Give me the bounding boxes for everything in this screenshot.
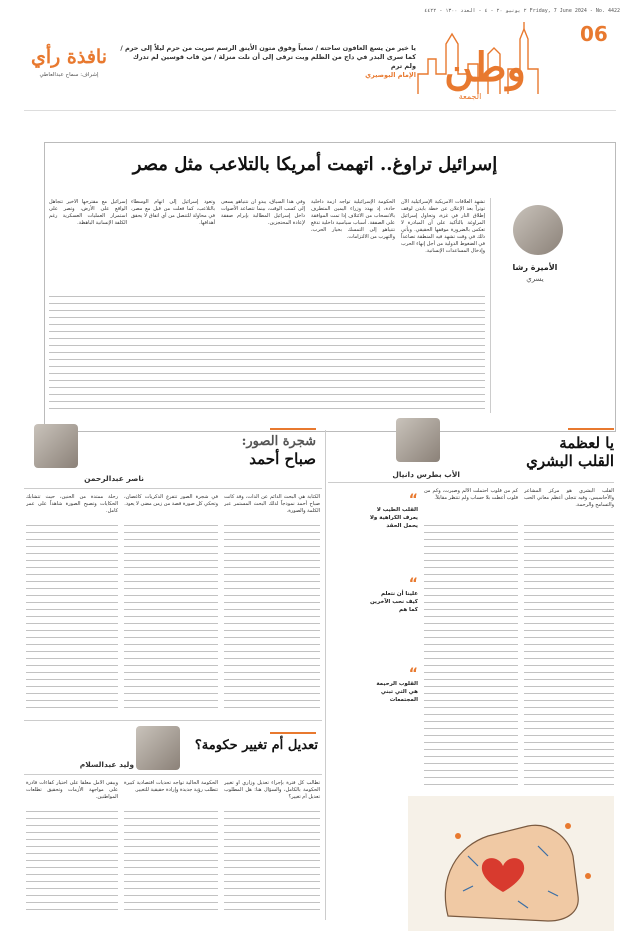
right-author: الأب بطرس دانيال bbox=[392, 470, 460, 479]
left-col-a-text: الكتابة هي البحث الدائم عن الذات، وقد كانت صباح أحمد نموذجاً لذلك البحث المستمر عبر الكلمة والصورة. bbox=[224, 494, 320, 514]
top-article-headline: إسرائيل تراوغ.. اتهمت أمريكا بالتلاعب مثل مصر bbox=[132, 154, 498, 175]
top-col-3-text: وفي هذا السياق، يبدو أن نتنياهو يسعى إلى كسب الوقت، بينما تتصاعد الأصوات داخل إسرائيل المطالبة بإبرام صفقة لإعادة المحتجزين. bbox=[221, 199, 305, 226]
masthead-sub: الجمعة bbox=[458, 92, 482, 101]
author-photo bbox=[513, 205, 563, 255]
top-col-4-text: وتعود إسرائيل إلى اتهام الوسطاء بالتلاعب، كما فعلت من قبل مع مصر، في محاولة للتنصل من أي اتفاق لا يحقق أهدافها. bbox=[131, 199, 215, 226]
right-headline-bar bbox=[568, 428, 614, 430]
left-author-rule bbox=[24, 488, 322, 489]
header bbox=[0, 0, 640, 122]
right-quote-2 bbox=[368, 578, 418, 614]
masthead-logo: وطن bbox=[444, 44, 526, 91]
writer-photo bbox=[34, 424, 78, 468]
left-col-b-text: في شجرة الصور تتفرع الذكريات كأغصان، وتحكي كل صورة قصة من زمن مضى لا يعود. bbox=[124, 494, 218, 507]
bottom-headline-bar bbox=[270, 732, 316, 734]
quote-mark-icon: “ bbox=[408, 492, 418, 508]
top-text-lines bbox=[49, 293, 485, 409]
right-quote-1-text: القلب الطيب لا يعرف الكراهية ولا يحمل الحقد bbox=[369, 507, 418, 529]
right-headline-2: القلب البشري bbox=[526, 452, 614, 470]
quote-author: الإمام البوصيري bbox=[365, 71, 416, 79]
bottom-col-c-text: ويبقى الأمل معلقاً على اختيار كفاءات قادرة على مواجهة الأزمات وتحقيق تطلعات المواطنين. bbox=[26, 780, 118, 800]
top-col-1-text: تشهد العلاقات الأمريكية الإسرائيلية الآن توتراً بعد الإعلان عن خطة بايدن لوقف إطلاق النار في غزة، وتحاول إسرائيل المراوغة بالتأكيد على أن المبادرة لا تعكس بالضرورة موقفها الحقيقي. ويأتي ذلك في وقت تشهد فيه المنطقة تصاعداً في الضغوط الدولية من أجل إنهاء الحرب وإدخال المساعدات الإنسانية. bbox=[401, 199, 485, 254]
bottom-top-rule bbox=[24, 720, 322, 721]
header-divider bbox=[24, 110, 616, 111]
bottom-author-rule bbox=[24, 774, 322, 775]
bottom-col-b-text: الحكومة الحالية تواجه تحديات اقتصادية كبيرة تتطلب رؤية جديدة وإرادة حقيقية للتغيير. bbox=[124, 780, 218, 793]
right-col-a-lines bbox=[524, 522, 614, 788]
right-col-b-text: كم من قلوب احتملت الألم وصبرت، وكم من قلوب أعطت بلا حساب ولم تنتظر مقابلاً. bbox=[424, 488, 518, 501]
top-article bbox=[44, 142, 616, 432]
right-col-b-lines bbox=[424, 522, 518, 788]
bottom-col-c-lines bbox=[26, 808, 118, 916]
right-quote-1 bbox=[368, 494, 418, 530]
bottom-headline: تعديل أم تغيير حكومة؟ bbox=[194, 738, 318, 753]
quote-mark-icon: “ bbox=[408, 576, 418, 592]
bottom-col-a-lines bbox=[224, 808, 320, 916]
right-quote-3-text: القلوب الرحيمة هي التي تبني المجتمعات bbox=[376, 681, 418, 703]
left-headline: شجرة الصور: bbox=[241, 434, 316, 449]
section-title: نافذة رأي bbox=[30, 46, 108, 68]
section-supervisor: إشراف: سماح عبدالعاطي bbox=[39, 72, 99, 78]
right-column bbox=[328, 418, 616, 933]
author-sub: يسري bbox=[526, 275, 544, 283]
quote-mark-icon: “ bbox=[408, 666, 418, 682]
left-headline-bar bbox=[270, 428, 316, 430]
left-author: ناصر عبدالرحمن bbox=[84, 474, 144, 483]
bottom-article bbox=[24, 720, 322, 920]
left-col-a-lines bbox=[224, 522, 320, 714]
bottom-col-b-lines bbox=[124, 808, 218, 916]
left-col-b-lines bbox=[124, 522, 218, 714]
left-subhead: صباح أحمد bbox=[249, 450, 316, 468]
right-quote-3 bbox=[368, 668, 418, 704]
bottom-col-a-text: تطالب كل فترة بإجراء تعديل وزاري أو تغيير الحكومة بالكامل، والسؤال هنا: هل المطلوب تعديل أم تغيير؟ bbox=[224, 780, 320, 800]
left-column bbox=[24, 418, 322, 718]
page-column-rule bbox=[325, 430, 326, 920]
right-headline-1: يا لعظمة bbox=[559, 434, 614, 452]
left-col-c-text: رحلة ممتدة من الحنين، حيث تتشابك الحكايات وتصبح الصورة شاهداً على عمر كامل. bbox=[26, 494, 118, 514]
priest-photo bbox=[396, 418, 440, 462]
left-col-c-lines bbox=[26, 522, 118, 714]
bottom-author: وليد عبدالسلام bbox=[79, 760, 134, 769]
top-col-2-text: الحكومة الإسرائيلية تواجه أزمة داخلية حادة، إذ يهدد وزراء اليمين المتطرف بالانسحاب من الائتلاف إذا تمت الموافقة على الصفقة. أسباب سياسية داخلية تدفع نتنياهو إلى التمسك بخيار الحرب، والتهرب من الالتزامات. bbox=[311, 199, 395, 240]
bottom-writer-photo bbox=[136, 726, 180, 770]
right-author-rule bbox=[328, 482, 614, 483]
top-col-5-text: إسرائيل مع مقترحها الأخير تتجاهل الواقع على الأرض، وتصر على استمرار العمليات العسكرية رغم الكلفة الإنسانية الباهظة. bbox=[49, 199, 127, 226]
quote-text: يا خير من يسع العافون ساحته / سعياً وفوق متون الأينق الرسم سريت من حرم ليلاً إلى حرم / كما سرى البدر في داج من الظلم وبت ترقى إلى أن نلت منزلة / من قاب قوسين لم تدرك ولم ترم bbox=[120, 44, 416, 70]
right-col-a-text: القلب البشري هو مركز المشاعر والأحاسيس، وفيه تتجلى أعظم معاني الحب والتسامح والرحمة. bbox=[524, 488, 614, 508]
author-name: الأميرة رشا bbox=[512, 263, 558, 272]
page-number: 06 bbox=[580, 22, 608, 46]
right-quote-2-text: علينا أن نتعلم كيف نحب الآخرين كما هم bbox=[369, 591, 418, 613]
heart-hand-illustration bbox=[408, 796, 614, 931]
date-line: ٢ يونيو ٢٠ - ٤ - العدد ١٣٠٠ - ٤٤٢٢ Friday, 7 June 2024 - No. 4422 bbox=[424, 8, 620, 14]
column-rule bbox=[490, 198, 491, 413]
header-quote bbox=[120, 44, 416, 80]
